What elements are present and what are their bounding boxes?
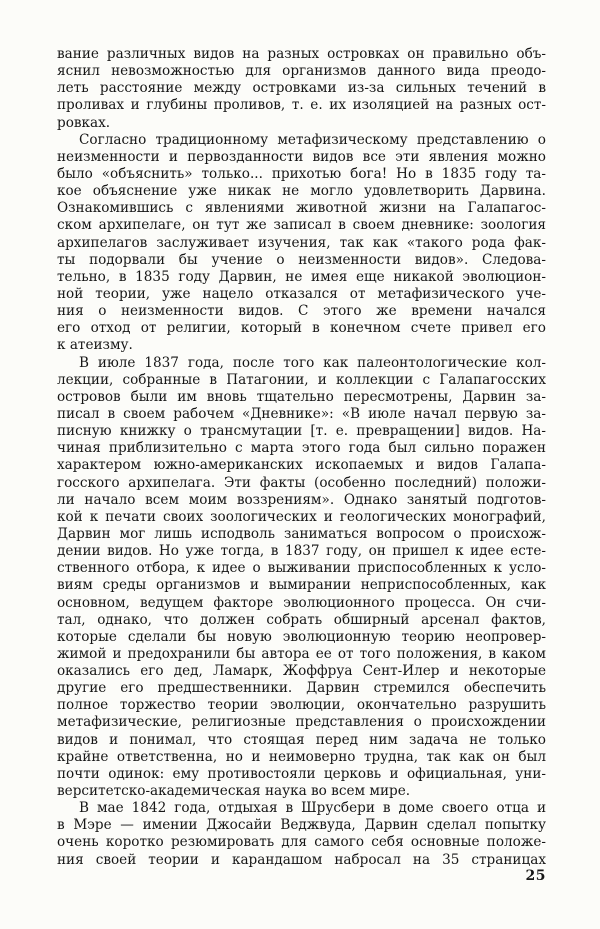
text-line: очень коротко резюмировать для самого себя основные положе-	[57, 834, 546, 851]
page-text-block	[57, 46, 546, 869]
page-number: 25	[525, 868, 546, 884]
text-line: островов были им вновь тщательно пересмотрены, Дарвин за-	[57, 388, 546, 405]
text-line: ной теории, уже нацело отказался от метафизического уче-	[57, 285, 546, 302]
text-line: к атеизму.	[57, 337, 133, 354]
text-line: оказались его дед, Ламарк, Жоффруа Сент-Илер и некоторые	[57, 663, 546, 680]
text-line: верситетско-академическая наука во всем мире.	[57, 783, 411, 800]
text-line: Дарвин мог лишь исподволь заниматься вопросом о происхож-	[57, 525, 546, 542]
text-line: его отход от религии, который в конечном счете привел его	[57, 320, 546, 337]
text-line: тал, однако, что должен собрать обширный арсенал фактов,	[57, 611, 546, 628]
text-line: яснил невозможностью для организмов данного вида преодо-	[57, 63, 546, 80]
text-line: Ознакомившись с явлениями животной жизни на Галапагос-	[57, 200, 546, 217]
text-line: архипелагов заслуживает изучения, так как «такого рода фак-	[57, 234, 546, 251]
text-line: ты подорвали бы учение о неизменности видов». Следова-	[57, 251, 546, 268]
text-line: в Мэре — имении Джосайи Веджвуда, Дарвин сделал попытку	[57, 817, 546, 834]
text-line: ровках.	[57, 114, 111, 131]
text-line: ли начало всем моим воззрениям». Однако занятый подготов-	[57, 491, 546, 508]
text-line: почти одинок: ему противостояли церковь и официальная, уни-	[57, 765, 546, 782]
text-line: ния о неизменности видов. С этого же времени начался	[57, 303, 546, 320]
text-line: полное торжество теории эволюции, окончательно разрушить	[57, 697, 546, 714]
text-line: которые сделали бы новую эволюционную теорию неопровер-	[57, 628, 546, 645]
text-line: В мае 1842 года, отдыхая в Шрусбери в доме своего отца и	[79, 800, 546, 817]
text-line: леть расстояние между островками из-за сильных течений в	[57, 80, 546, 97]
text-line: В июле 1837 года, после того как палеонтологические кол-	[79, 354, 546, 371]
text-line: писную книжку о трансмутации [т. е. превращении] видов. На-	[57, 423, 546, 440]
text-line: было «объяснить» только... прихотью бога! Но в 1835 году та-	[57, 165, 546, 182]
text-line: госского архипелага. Эти факты (особенно последний) положи-	[57, 474, 546, 491]
text-line: лекции, собранные в Патагонии, и коллекции с Галапагосских	[57, 371, 546, 388]
text-line: тельно, в 1835 году Дарвин, не имея еще никакой эволюцион-	[57, 268, 546, 285]
text-line: видов и понимал, что стоящая перед ним задача не только	[57, 731, 546, 748]
text-line: жимой и предохранили бы автора ее от того положения, в каком	[57, 645, 546, 662]
text-line: вание различных видов на разных островках он правильно объ-	[57, 46, 546, 62]
text-line: кое объяснение уже никак не могло удовлетворить Дарвина.	[57, 183, 546, 200]
text-line: ственного отбора, к идее о выживании приспособленных к усло-	[57, 560, 546, 577]
text-line: дении видов. Но уже тогда, в 1837 году, он пришел к идее есте-	[57, 543, 546, 560]
text-line: ском архипелаге, он тут же записал в своем дневнике: зоология	[57, 217, 546, 234]
text-line: кой к печати своих зоологических и геологических монографий,	[57, 508, 546, 525]
text-line: писал в своем рабочем «Дневнике»: «В июле начал первую за-	[57, 405, 546, 422]
text-line: ния своей теории и карандашом набросал на 35 страницах	[57, 851, 546, 868]
text-line: проливах и глубины проливов, т. е. их изоляцией на разных ост-	[57, 97, 546, 114]
text-line: основном, ведущем факторе эволюционного процесса. Он счи-	[57, 594, 546, 611]
text-line: крайне ответственна, но и неимоверно трудна, так как он был	[57, 748, 546, 765]
text-line: характером южно-американских ископаемых и видов Галапа-	[57, 457, 546, 474]
text-line: Согласно традиционному метафизическому представлению о	[79, 131, 546, 148]
text-line: другие его предшественники. Дарвин стремился обеспечить	[57, 680, 546, 697]
text-line: виям среды организмов и вымирании неприспособленных, как	[57, 577, 546, 594]
text-line: чиная приблизительно с марта этого года был сильно поражен	[57, 440, 546, 457]
text-line: метафизические, религиозные представления о происхождении	[57, 714, 546, 731]
text-line: неизменности и первозданности видов все эти явления можно	[57, 148, 546, 165]
